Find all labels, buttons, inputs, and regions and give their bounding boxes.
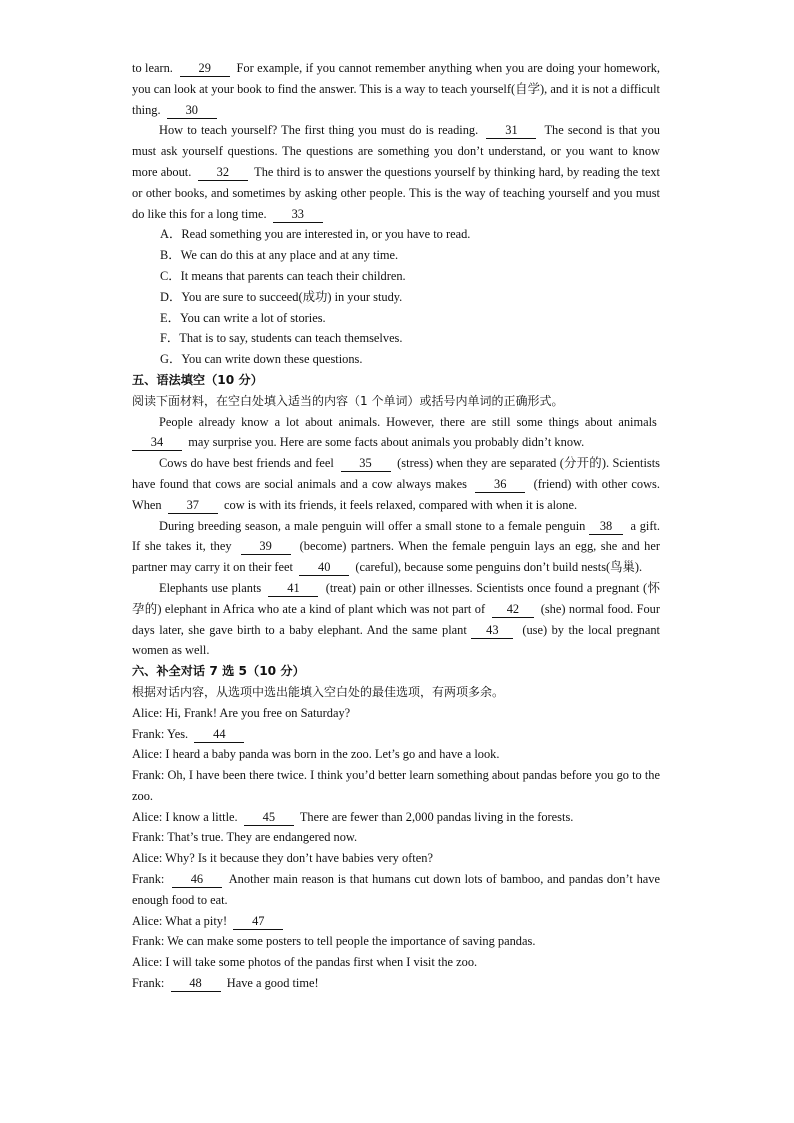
blank-47[interactable]: 47	[233, 914, 283, 930]
blank-48[interactable]: 48	[171, 976, 221, 992]
dialogue-line: Alice: Why? Is it because they don’t have babies very often?	[132, 851, 433, 866]
blank-45[interactable]: 45	[244, 810, 294, 826]
option-c: C．It means that parents can teach their children.	[160, 268, 406, 283]
blank-33[interactable]: 33	[273, 207, 323, 223]
blank-37[interactable]: 37	[168, 498, 218, 514]
dialogue-line: Frank: We can make some posters to tell people the importance of saving pandas.	[132, 934, 536, 949]
option-a: A．Read something you are interested in, or you have to read.	[160, 227, 471, 242]
blank-41[interactable]: 41	[268, 581, 318, 597]
option-g: G．You can write down these questions.	[160, 352, 363, 367]
exam-page	[132, 58, 660, 994]
dialogue-line: Frank: Yes. 44	[132, 724, 660, 745]
dialogue-line: Frank: 48 Have a good time!	[132, 976, 319, 991]
blank-39[interactable]: 39	[241, 539, 291, 555]
dialogue-line: Frank: Oh, I have been there twice. I think you’d better learn something about pandas before you go to the zoo.	[132, 768, 660, 803]
passage-paragraph: During breeding season, a male penguin will offer a small stone to a female penguin 38 a gift. If she takes it, they 39 (become) partners. When the female penguin lays an egg, she and her partner may carry it on their feet 40 (careful), because some penguins don’t build nests(鸟巢).	[132, 518, 661, 575]
blank-44[interactable]: 44	[194, 727, 244, 743]
blank-43[interactable]: 43	[471, 623, 513, 639]
blank-29[interactable]: 29	[180, 61, 230, 77]
blank-35[interactable]: 35	[341, 456, 391, 472]
dialogue-line: Frank: 46 Another main reason is that humans cut down lots of bamboo, and pandas don’t have enough food to eat.	[132, 872, 660, 907]
blank-32[interactable]: 32	[198, 165, 248, 181]
blank-40[interactable]: 40	[299, 560, 349, 576]
passage-paragraph: Elephants use plants 41 (treat) pain or other illnesses. Scientists once found a pregnant (怀孕的) elephant in Africa who ate a kind of plant which was not part of 42 (she) normal food. Four days later, she gave birth to a baby elephant. And the same plant 43 (use) by the local pregnant women as well.	[132, 580, 660, 658]
blank-42[interactable]: 42	[492, 602, 534, 618]
blank-38[interactable]: 38	[589, 519, 623, 535]
passage-paragraph: to learn. 29 For example, if you cannot remember anything when you are doing your homework, you can look at your book to find the answer. This is a way to teach yourself(自学), and it is not a difficult thing. 30	[132, 61, 660, 117]
section-6-heading: 六、补全对话 7 选 5（10 分）	[132, 664, 305, 679]
section-5-instruction: 阅读下面材料，在空白处填入适当的内容（1 个单词）或括号内单词的正确形式。	[132, 393, 564, 408]
dialogue-line: Frank: That’s true. They are endangered now.	[132, 830, 358, 845]
option-f: F．That is to say, students can teach themselves.	[160, 331, 403, 346]
dialogue-line: Alice: I know a little. 45 There are fewer than 2,000 pandas living in the forests.	[132, 809, 574, 824]
section-6-instruction: 根据对话内容，从选项中选出能填入空白处的最佳选项，有两项多余。	[132, 684, 505, 699]
option-e: E．You can write a lot of stories.	[160, 310, 326, 325]
blank-46[interactable]: 46	[172, 872, 222, 888]
passage-paragraph: People already know a lot about animals. However, there are still some things about animals 34 may surprise you. Here are some facts about animals you probably didn’t know.	[132, 412, 660, 454]
dialogue-line: Alice: I heard a baby panda was born in the zoo. Let’s go and have a look.	[132, 747, 500, 762]
passage-paragraph: How to teach yourself? The first thing you must do is reading. 31 The second is that you must ask yourself questions. The questions are something you don’t understand, or you want to know more about. 32 The third is to answer the questions yourself by thinking hard, by reading the text or other books, and sometimes by asking other people. This is the way of teaching yourself and you must do like this for a long time. 33	[132, 123, 660, 221]
option-d: D．You are sure to succeed(成功) in your study.	[160, 289, 403, 304]
dialogue-line: Alice: I will take some photos of the pandas first when I visit the zoo.	[132, 955, 478, 970]
option-b: B．We can do this at any place and at any time.	[160, 248, 399, 263]
dialogue-line: Alice: Hi, Frank! Are you free on Saturday?	[132, 705, 351, 720]
blank-30[interactable]: 30	[167, 103, 217, 119]
dialogue-line: Alice: What a pity! 47	[132, 911, 660, 932]
blank-34[interactable]: 34	[132, 435, 182, 451]
section-5-heading: 五、语法填空（10 分）	[132, 372, 263, 387]
passage-paragraph: Cows do have best friends and feel 35 (stress) when they are separated (分开的). Scientists have found that cows are social animals and a cow always makes 36 (friend) with other cows. When 37 cow is with its friends, it feels relaxed, compared with when it is alone.	[132, 456, 660, 512]
blank-36[interactable]: 36	[475, 477, 525, 493]
blank-31[interactable]: 31	[486, 123, 536, 139]
